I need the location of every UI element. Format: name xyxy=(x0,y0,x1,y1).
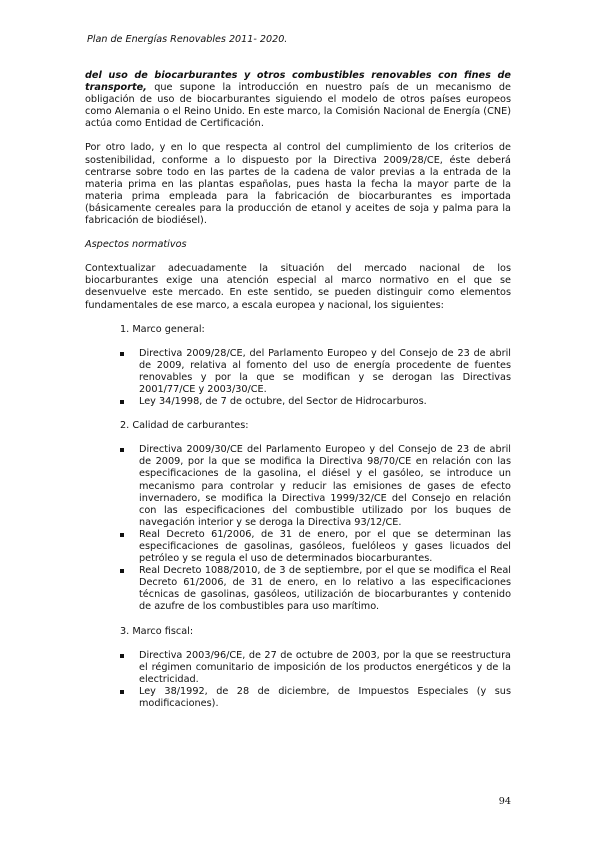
paragraph-2: Por otro lado, y en lo que respecta al control del cumplimiento de los criterios de sostenibilidad, conforme a lo dispuesto por la Directiva 2009/28/CE, éste deberá centrarse sobre todo en las partes de la cadena de valor previas a la entrada de la materia prima en las plantas españolas, pues hasta la fecha la mayor parte de la materia prima empleada para la fabricación de biocarburantes es importada (básicamente cereales para la producción de etanol y aceites de soja y palma para la fabricación de biodiésel). xyxy=(85,142,511,227)
page-body xyxy=(85,70,511,722)
bullet-icon xyxy=(120,448,124,452)
bullet-icon xyxy=(120,569,124,573)
list-item-text: Real Decreto 1088/2010, de 3 de septiembre, por el que se modifica el Real Decreto 61/2006, de 31 de enero, en lo relativo a las especificaciones técnicas de gasolinas, gasóleos, utilización de biocarburantes y contenido de azufre de los combustibles para uso marítimo. xyxy=(139,565,511,613)
bullet-icon xyxy=(120,352,124,356)
section-list xyxy=(120,444,511,613)
list-item xyxy=(120,529,511,565)
subheading: Aspectos normativos xyxy=(85,239,187,251)
section-list xyxy=(120,650,511,710)
intro-rest: que supone la introducción en nuestro país de un mecanismo de obligación de uso de biocarburantes siguiendo el modelo de otros países europeos como Alemania o el Reino Unido. En este marco, la Comisión Nacional de Energía (CNE) actúa como Entidad de Certificación. xyxy=(85,82,511,130)
section-title: 1. Marco general: xyxy=(120,323,205,335)
bullet-icon xyxy=(120,690,124,694)
list-item xyxy=(120,348,511,396)
list-item-text: Real Decreto 61/2006, de 31 de enero, por el que se determinan las especificaciones de gasolinas, gasóleos, fuelóleos y gases licuados del petróleo y se regula el uso de determinados biocarburantes. xyxy=(139,528,511,565)
list-item-text: Directiva 2003/96/CE, de 27 de octubre de 2003, por la que se reestructura el régimen comunitario de imposición de los productos energéticos y de la electricidad. xyxy=(139,649,511,685)
list-item-text: Ley 38/1992, de 28 de diciembre, de Impuestos Especiales (y sus modificaciones). xyxy=(139,685,511,710)
bullet-icon xyxy=(120,400,124,404)
intro-paragraph xyxy=(85,70,511,130)
list-item-text: Directiva 2009/28/CE, del Parlamento Europeo y del Consejo de 23 de abril de 2009, relativa al fomento del uso de energía procedente de fuentes renovables y por la que se modifican y se derogan las Directivas 2001/77/CE y 2003/30/CE. xyxy=(139,347,511,395)
running-header: Plan de Energías Renovables 2011- 2020. xyxy=(87,34,288,45)
list-item-text: Directiva 2009/30/CE del Parlamento Europeo y del Consejo de 23 de abril de 2009, por la que se modifica la Directiva 98/70/CE en relación con las especificaciones de la gasolina, el diésel y el gasóleo, se introduce un mecanismo para controlar y reducir las emisiones de gases de efecto invernadero, se modifica la Directiva 1999/32/CE del Consejo en relación con las especificaciones del combustible utilizado por los buques de navegación interior y se deroga la Directiva 93/12/CE. xyxy=(139,444,511,528)
list-item xyxy=(120,565,511,613)
list-item xyxy=(120,396,511,408)
bullet-icon xyxy=(120,654,124,658)
page-number: 94 xyxy=(498,796,511,807)
section-list xyxy=(120,348,511,408)
bullet-icon xyxy=(120,533,124,537)
list-item xyxy=(120,686,511,710)
paragraph-3: Contextualizar adecuadamente la situación del mercado nacional de los biocarburantes exige una atención especial al marco normativo en el que se desenvuelve este mercado. En este sentido, se pueden distinguir como elementos fundamentales de ese marco, a escala europea y nacional, los siguientes: xyxy=(85,263,511,311)
list-item xyxy=(120,444,511,529)
section-title: 3. Marco fiscal: xyxy=(120,625,194,637)
intro-lead: del uso de biocarburantes y otros combustibles renovables con fines de transporte, xyxy=(85,70,511,94)
section-title: 2. Calidad de carburantes: xyxy=(120,420,249,432)
list-item xyxy=(120,650,511,686)
list-item-text: Ley 34/1998, de 7 de octubre, del Sector de Hidrocarburos. xyxy=(139,396,427,408)
